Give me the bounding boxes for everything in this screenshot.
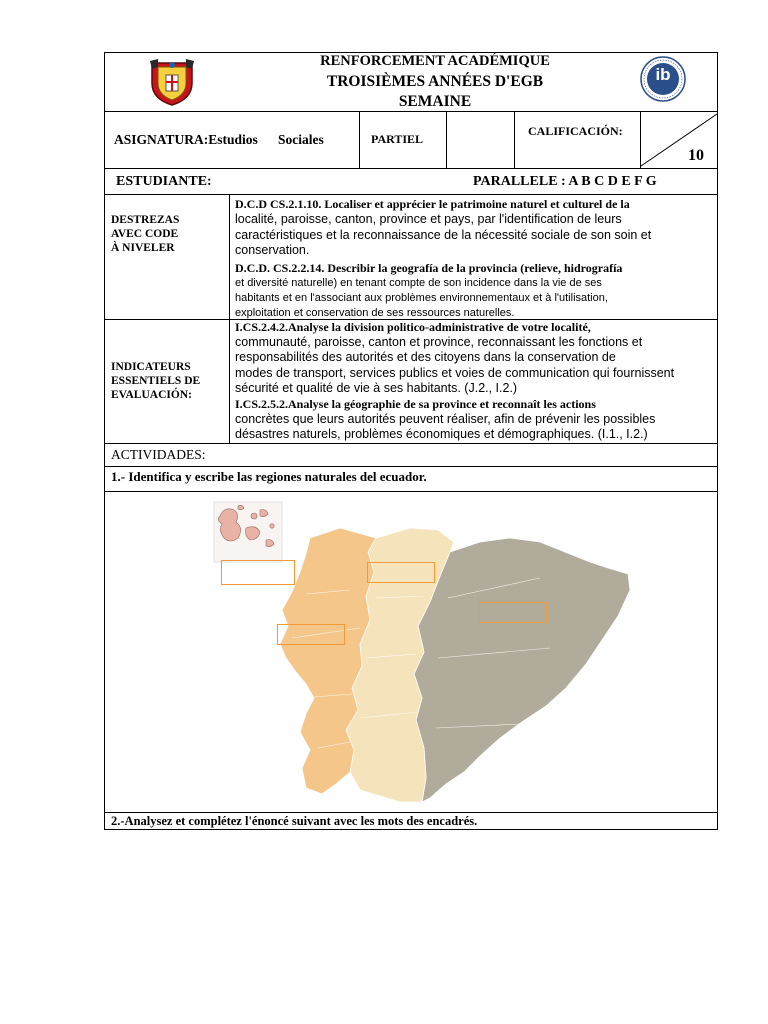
asignatura-value: Estudios Sociales: [208, 132, 324, 147]
ecuador-regions-map: [210, 498, 640, 808]
indicateurs-text-line: communauté, paroisse, canton et province, reconnaissant les fonctions et: [235, 335, 643, 349]
indicateurs-text-line: responsabilités des autorités et des citoyens dans la conservation de: [235, 350, 616, 365]
row-divider: [104, 491, 718, 492]
galapagos-answer-box[interactable]: [221, 560, 295, 585]
school-crest-logo: [146, 57, 198, 107]
col-divider: [446, 111, 447, 168]
destrezas-text-line: exploitation et conservation de ses ressources naturelles.: [235, 306, 515, 319]
indicateurs-text-line: sécurité et qualité de vie à ses habitants. (J.2., I.2.): [235, 380, 518, 395]
indicateurs-label: INDICATEURS ESSENTIELS DE EVALUACIÓN:: [111, 361, 201, 401]
question-2: 2.-Analysez et complétez l'énoncé suivant avec les mots des encadrés.: [111, 814, 478, 828]
row-divider: [104, 466, 718, 467]
destrezas-text-line: localité, paroisse, canton, province et pays, par l'identification de leurs: [235, 212, 622, 226]
header-title-line1: RENFORCEMENT ACADÉMIQUE: [320, 53, 550, 69]
dcd-cs-2-2-14: D.C.D. CS.2.2.14. Describir la geografía de la provincia (relieve, hidrografía: [235, 260, 623, 275]
destrezas-content: [235, 197, 713, 321]
costa-answer-box[interactable]: [277, 624, 345, 645]
grade-value: 10: [688, 147, 704, 164]
grade-diagonal: [640, 111, 718, 168]
dcd-cs-2-1-10: D.C.D CS.2.1.10. Localiser et apprécier le patrimoine naturel et culturel de la: [235, 197, 630, 211]
indicateurs-text-line: concrètes que leurs autorités peuvent réaliser, afin de prévenir les possibles: [235, 412, 656, 427]
col-divider: [229, 194, 230, 443]
row-divider: [104, 194, 718, 195]
row-divider: [104, 111, 718, 112]
destrezas-text-line: conservation.: [235, 243, 310, 257]
calificacion-label: CALIFICACIÓN:: [528, 124, 623, 138]
question-1: 1.- Identifica y escribe las regiones naturales del ecuador.: [111, 469, 427, 484]
col-divider: [359, 111, 360, 168]
oriente-region: [414, 538, 630, 802]
partiel-label: PARTIEL: [371, 132, 424, 146]
destrezas-text-line: et diversité naturelle) en tenant compte de son incidence dans la vie de ses: [235, 276, 602, 289]
oriente-answer-box[interactable]: [479, 602, 547, 623]
ics-2-4-2: I.CS.2.4.2.Analyse la division politico-administrative de votre localité,: [235, 320, 591, 334]
parallele-label: PARALLELE : A B C D E F G: [473, 174, 657, 189]
actividades-heading: ACTIVIDADES:: [111, 447, 206, 462]
destrezas-text-line: habitants et en l'associant aux problèmes environnementaux et à l'utilisation,: [235, 291, 608, 304]
ics-2-5-2: I.CS.2.5.2.Analyse la géographie de sa province et reconnaît les actions: [235, 397, 596, 412]
row-divider: [104, 812, 718, 813]
indicateurs-text-line: modes de transport, services publics et voies de communication qui fournissent: [235, 365, 675, 380]
estudiante-label: ESTUDIANTE:: [116, 174, 212, 189]
destrezas-text-line: caractéristiques et la reconnaissance de la nécessité sociale de son soin et: [235, 227, 652, 242]
header-title-line2: TROISIÈMES ANNÉES D'EGB: [326, 73, 544, 90]
sierra-answer-box[interactable]: [367, 562, 435, 583]
header-title-line3: SEMAINE: [398, 93, 472, 110]
row-divider: [104, 443, 718, 444]
table-border-bottom: [104, 829, 718, 830]
ib-logo-letters: ib: [655, 65, 671, 84]
indicateurs-text-line: désastres naturels, problèmes économiques et démographiques. (I.1., I.2.): [235, 427, 648, 442]
indicateurs-content: [235, 320, 713, 443]
row-divider: [104, 168, 718, 169]
asignatura-label: ASIGNATURA:Estudios Sociales: [114, 132, 324, 147]
col-divider: [514, 111, 515, 168]
destrezas-label: DESTREZAS AVEC CODE À NIVELER: [111, 214, 180, 254]
